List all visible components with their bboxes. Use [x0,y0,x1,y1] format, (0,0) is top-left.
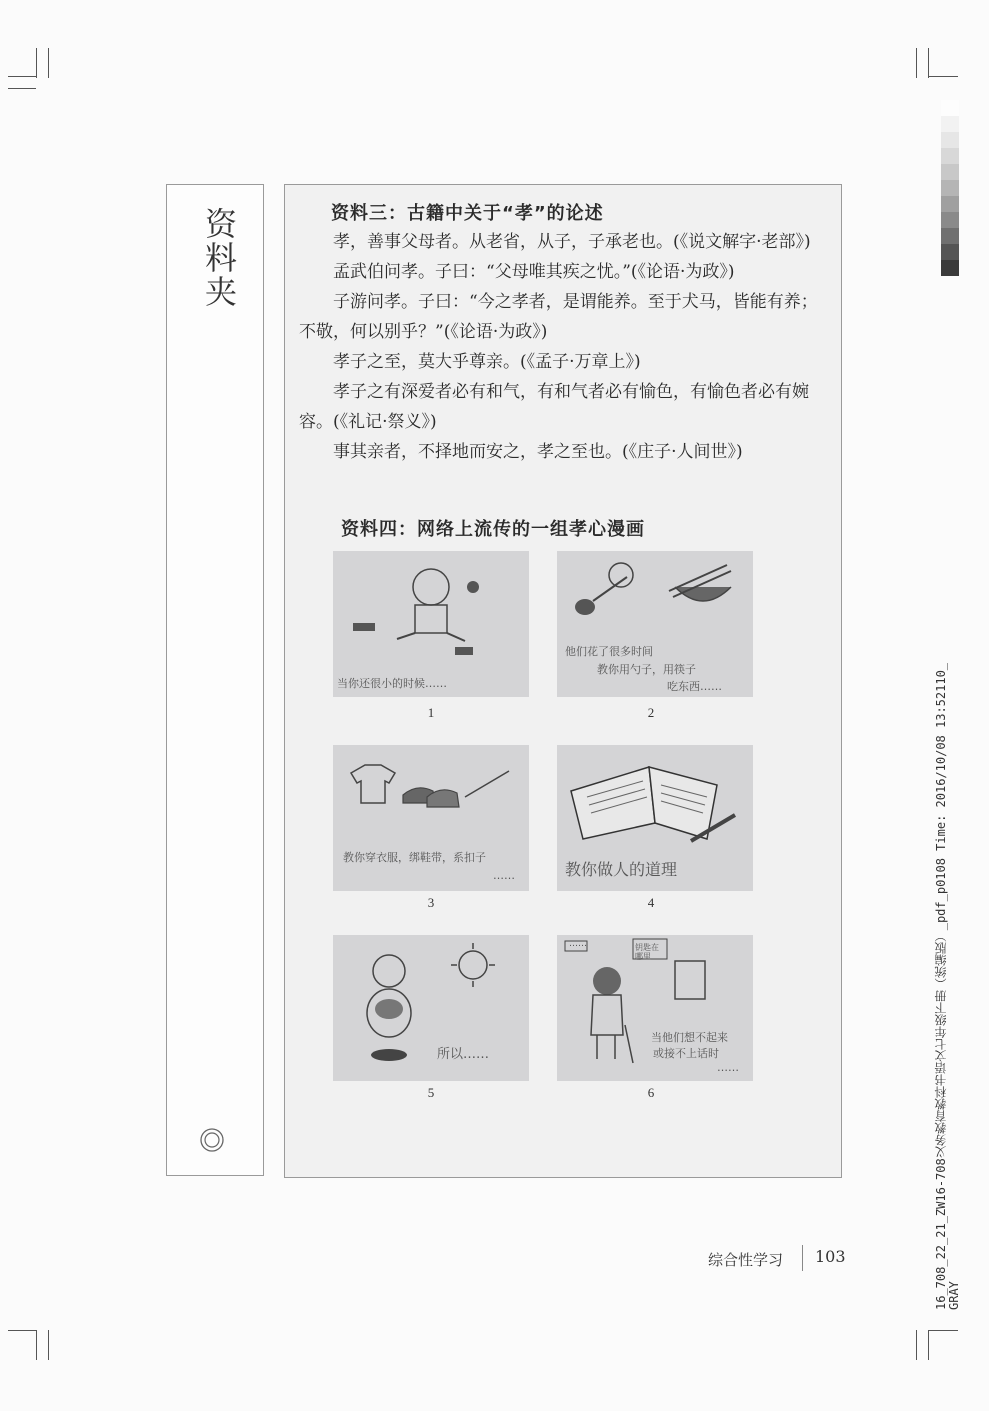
comic-caption: 或接不上话时 [653,1047,719,1060]
comic-caption: 当他们想不起来 [651,1031,728,1044]
comic-number: 2 [647,705,655,720]
comic-number: 1 [427,705,435,720]
sidebar-title: 资料夹 [200,207,238,309]
crop-mark [916,48,917,78]
comic-panel-6 [557,935,753,1081]
crop-mark [36,48,37,78]
crop-mark [8,76,36,77]
material-panel [284,184,842,1178]
crop-mark [928,48,929,78]
comic-caption: …… [717,1061,739,1074]
comic-number: 5 [427,1085,435,1100]
comic-panel-2 [557,551,753,697]
crop-mark [928,76,958,77]
comic-panel-3 [333,745,529,891]
crop-mark [8,1330,36,1331]
quote-paragraph: 事其亲者，不择地而安之，孝之至也。(《庄子·人间世》) [333,442,743,462]
comic-caption: 教你穿衣服，绑鞋带，系扣子 [343,851,486,864]
crop-mark [928,1330,929,1360]
section4-title: 资料四：网络上流传的一组孝心漫画 [341,519,645,540]
crop-mark [928,1330,958,1331]
comic-caption: …… [493,869,515,882]
quote-paragraph: 孟武伯问孝。子曰：“父母唯其疾之忧。”(《论语·为政》) [333,262,735,282]
comic-caption: 当你还很小的时候…… [337,677,447,690]
circle-emblem-icon [199,1127,225,1153]
section3-title: 资料三：古籍中关于“孝”的论述 [331,203,604,224]
footer-section-name: 综合性学习 [708,1251,784,1269]
comic-number: 4 [647,895,655,910]
comic-panel-1 [333,551,529,697]
gray-calibration-strip [941,100,959,276]
quote-paragraph: 孝子之至，莫大乎尊亲。(《孟子·万章上》) [333,352,641,372]
speech-bubble-text: 钥匙在哪里 [635,943,659,961]
footer-divider [802,1245,803,1271]
crop-mark [916,1330,917,1360]
quote-paragraph: 孝，善事父母者。从老省，从子，子承老也。(《说文解字·老部》) [333,232,811,252]
crop-mark [36,1330,37,1360]
comic-panel-4 [557,745,753,891]
comic-number: 3 [427,895,435,910]
sidebar [166,184,264,1176]
comic-caption: 教你用勺子，用筷子 [597,663,696,676]
crop-mark [8,88,36,89]
speech-bubble-text: …… [569,939,587,949]
quote-paragraph: 孝子之有深爱者必有和气，有和气者必有愉色，有愉色者必有婉容。(《礼记·祭义》) [299,382,809,432]
comic-caption: 吃东西…… [667,680,722,693]
crop-mark [48,1330,49,1360]
print-metadata: 16_708_22_21_ZW16-708义务教育教科书语文七年级下册（统编版）_pdf_p0108 Time: 2016/10/08 13:52110_ GRAY [934,662,961,1310]
quote-paragraph: 子游问孝。子曰：“今之孝者，是谓能养。至于犬马，皆能有养；不敬，何以别乎？”(《论语·为政》) [299,292,818,342]
page-number: 103 [815,1247,846,1266]
comic-caption: 所以…… [437,1047,490,1062]
comic-panel-5 [333,935,529,1081]
crop-mark [48,48,49,78]
comic-number: 6 [647,1085,655,1100]
comic-caption: 教你做人的道理 [565,860,678,879]
comic-caption: 他们花了很多时间 [565,645,653,658]
girl-sun-illustration [333,935,529,1081]
